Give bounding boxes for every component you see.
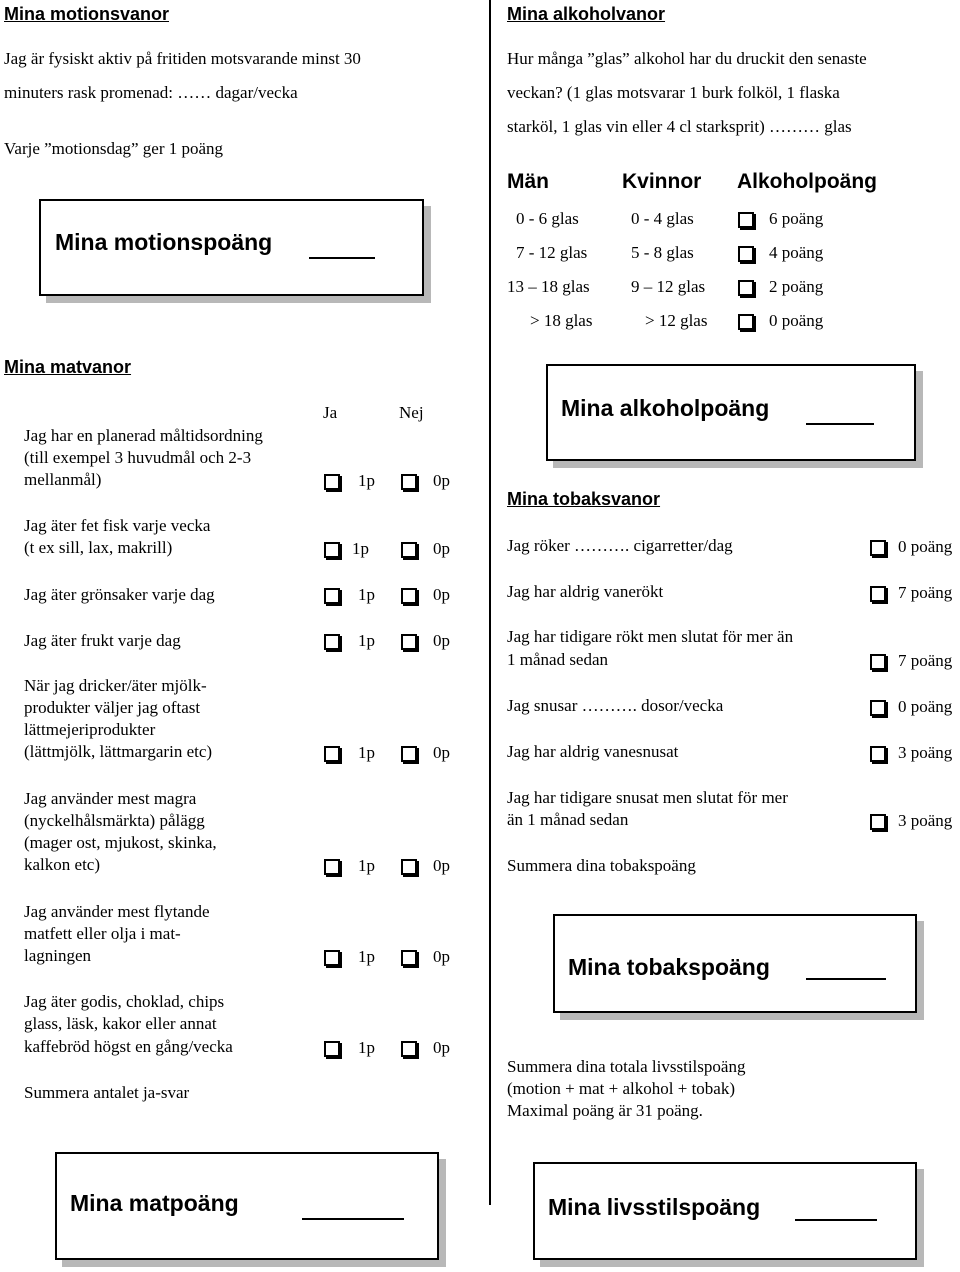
alcohol-row-points: 4 poäng <box>769 243 824 262</box>
food-score-label: Mina matpoäng <box>70 1190 239 1216</box>
total-score-box <box>533 1162 917 1260</box>
food-item-text: Jag äter godis, choklad, chips <box>24 992 225 1011</box>
motion-heading: Mina motionsvanor <box>4 4 170 24</box>
food-yes-points: 1p <box>358 471 375 490</box>
tobacco-checkbox[interactable] <box>870 746 886 762</box>
motion-score-box <box>39 199 424 296</box>
tobacco-item-text: Jag har aldrig vanesnusat <box>507 742 679 761</box>
tobacco-item-text: Jag har aldrig vanerökt <box>507 582 664 601</box>
food-no-checkbox[interactable] <box>401 588 417 604</box>
food-item-text: lättmejeriprodukter <box>24 720 156 739</box>
food-item-text: Jag har en planerad måltidsordning <box>24 426 263 445</box>
food-item-text: glass, läsk, kakor eller annat <box>24 1014 217 1033</box>
alcohol-checkbox[interactable] <box>738 314 754 330</box>
motion-text-2: minuters rask promenad: …… dagar/vecka <box>4 83 298 102</box>
food-no-points: 0p <box>433 585 450 604</box>
alcohol-score-field[interactable] <box>806 423 874 425</box>
alcohol-checkbox[interactable] <box>738 246 754 262</box>
tobacco-checkbox[interactable] <box>870 814 886 830</box>
alcohol-question-2: veckan? (1 glas motsvarar 1 burk folköl, 1 flaska <box>507 83 840 102</box>
motion-score-field[interactable] <box>309 257 375 259</box>
food-yes-points: 1p <box>358 947 375 966</box>
food-no-points: 0p <box>433 1038 450 1057</box>
food-item-text: (nyckelhålsmärkta) pålägg <box>24 811 205 830</box>
tobacco-score-label: Mina tobakspoäng <box>568 954 770 980</box>
food-item-text: lagningen <box>24 946 92 965</box>
tobacco-heading: Mina tobaksvanor <box>507 489 661 509</box>
alcohol-col-points: Alkoholpoäng <box>737 170 877 193</box>
food-item-text: kaffebröd högst en gång/vecka <box>24 1037 233 1056</box>
alcohol-question-3: starköl, 1 glas vin eller 4 cl starksprit) ……… glas <box>507 117 852 136</box>
alcohol-col-men: Män <box>507 170 549 193</box>
food-item-text: Jag äter frukt varje dag <box>24 631 181 650</box>
total-text-3: Maximal poäng är 31 poäng. <box>507 1101 703 1120</box>
alcohol-row-men: 0 - 6 glas <box>516 209 579 228</box>
food-item-text: produkter väljer jag oftast <box>24 698 201 717</box>
food-yes-points: 1p <box>358 631 375 650</box>
food-yes-checkbox[interactable] <box>324 746 340 762</box>
alcohol-row-points: 0 poäng <box>769 311 824 330</box>
food-item-text: Jag äter fet fisk varje vecka <box>24 516 211 535</box>
tobacco-item-text: 1 månad sedan <box>507 650 609 669</box>
food-item-text: När jag dricker/äter mjölk- <box>24 676 207 695</box>
alcohol-heading: Mina alkoholvanor <box>507 4 666 24</box>
tobacco-item-text: Jag snusar ………. dosor/vecka <box>507 696 724 715</box>
alcohol-col-women: Kvinnor <box>622 170 702 193</box>
tobacco-item-points: 0 poäng <box>898 537 953 556</box>
total-score-field[interactable] <box>795 1219 877 1221</box>
food-item-text: (mager ost, mjukost, skinka, <box>24 833 217 852</box>
total-score-label: Mina livsstilspoäng <box>548 1194 761 1220</box>
food-yes-checkbox[interactable] <box>324 588 340 604</box>
alcohol-row-points: 2 poäng <box>769 277 824 296</box>
alcohol-row-women: > 12 glas <box>645 311 708 330</box>
food-no-checkbox[interactable] <box>401 542 417 558</box>
tobacco-score-box <box>553 914 917 1013</box>
tobacco-checkbox[interactable] <box>870 586 886 602</box>
alcohol-question-1: Hur många ”glas” alkohol har du druckit den senaste <box>507 49 867 68</box>
alcohol-checkbox[interactable] <box>738 280 754 296</box>
food-item-text: (lättmjölk, lättmargarin etc) <box>24 742 213 761</box>
tobacco-item-text: än 1 månad sedan <box>507 810 629 829</box>
food-yes-points: 1p <box>352 539 369 558</box>
motion-score-label: Mina motionspoäng <box>55 229 273 255</box>
food-no-checkbox[interactable] <box>401 474 417 490</box>
food-item-text: mellanmål) <box>24 470 102 489</box>
tobacco-item-points: 7 poäng <box>898 583 953 602</box>
food-no-points: 0p <box>433 947 450 966</box>
motion-text-3: Varje ”motionsdag” ger 1 poäng <box>4 139 224 158</box>
food-yes-checkbox[interactable] <box>324 950 340 966</box>
food-item-text: Jag använder mest magra <box>24 789 197 808</box>
alcohol-row-men: 7 - 12 glas <box>516 243 588 262</box>
alcohol-row-men: 13 – 18 glas <box>507 277 590 296</box>
alcohol-score-label: Mina alkoholpoäng <box>561 395 770 421</box>
alcohol-checkbox[interactable] <box>738 212 754 228</box>
food-score-box <box>55 1152 439 1260</box>
food-no-checkbox[interactable] <box>401 950 417 966</box>
tobacco-item-points: 7 poäng <box>898 651 953 670</box>
alcohol-row-women: 9 – 12 glas <box>631 277 706 296</box>
alcohol-row-men: > 18 glas <box>530 311 593 330</box>
food-item-text: kalkon etc) <box>24 855 100 874</box>
food-no-checkbox[interactable] <box>401 1041 417 1057</box>
food-col-no: Nej <box>399 403 424 422</box>
food-no-points: 0p <box>433 743 450 762</box>
food-no-checkbox[interactable] <box>401 746 417 762</box>
food-score-field[interactable] <box>302 1218 404 1220</box>
food-yes-points: 1p <box>358 743 375 762</box>
food-no-checkbox[interactable] <box>401 859 417 875</box>
food-yes-checkbox[interactable] <box>324 474 340 490</box>
food-col-yes: Ja <box>323 403 338 422</box>
motion-text-1: Jag är fysiskt aktiv på fritiden motsvarande minst 30 <box>4 49 361 68</box>
food-yes-checkbox[interactable] <box>324 1041 340 1057</box>
food-no-points: 0p <box>433 631 450 650</box>
alcohol-row-women: 5 - 8 glas <box>631 243 694 262</box>
food-item-text: (till exempel 3 huvudmål och 2-3 <box>24 448 252 467</box>
tobacco-item-points: 3 poäng <box>898 743 953 762</box>
food-yes-points: 1p <box>358 1038 375 1057</box>
food-yes-points: 1p <box>358 856 375 875</box>
food-item-text: (t ex sill, lax, makrill) <box>24 538 173 557</box>
food-yes-checkbox[interactable] <box>324 542 340 558</box>
tobacco-item-points: 0 poäng <box>898 697 953 716</box>
food-item-text: matfett eller olja i mat- <box>24 924 181 943</box>
food-sum-label: Summera antalet ja-svar <box>24 1083 190 1102</box>
total-text-1: Summera dina totala livsstilspoäng <box>507 1057 746 1076</box>
column-divider <box>489 0 491 1205</box>
tobacco-score-field[interactable] <box>806 978 886 980</box>
food-no-points: 0p <box>433 539 450 558</box>
food-no-points: 0p <box>433 471 450 490</box>
tobacco-item-text: Jag röker ………. cigarretter/dag <box>507 536 733 555</box>
tobacco-sum-label: Summera dina tobakspoäng <box>507 856 696 875</box>
total-text-2: (motion + mat + alkohol + tobak) <box>507 1079 736 1098</box>
tobacco-item-text: Jag har tidigare rökt men slutat för mer än <box>507 627 794 646</box>
food-item-text: Jag äter grönsaker varje dag <box>24 585 215 604</box>
food-heading: Mina matvanor <box>4 357 132 377</box>
tobacco-item-points: 3 poäng <box>898 811 953 830</box>
alcohol-row-points: 6 poäng <box>769 209 824 228</box>
food-yes-checkbox[interactable] <box>324 859 340 875</box>
alcohol-row-women: 0 - 4 glas <box>631 209 694 228</box>
tobacco-checkbox[interactable] <box>870 700 886 716</box>
food-no-points: 0p <box>433 856 450 875</box>
food-yes-points: 1p <box>358 585 375 604</box>
tobacco-item-text: Jag har tidigare snusat men slutat för mer <box>507 788 788 807</box>
food-yes-checkbox[interactable] <box>324 634 340 650</box>
tobacco-checkbox[interactable] <box>870 540 886 556</box>
tobacco-checkbox[interactable] <box>870 654 886 670</box>
food-item-text: Jag använder mest flytande <box>24 902 210 921</box>
alcohol-score-box <box>546 364 916 461</box>
food-no-checkbox[interactable] <box>401 634 417 650</box>
